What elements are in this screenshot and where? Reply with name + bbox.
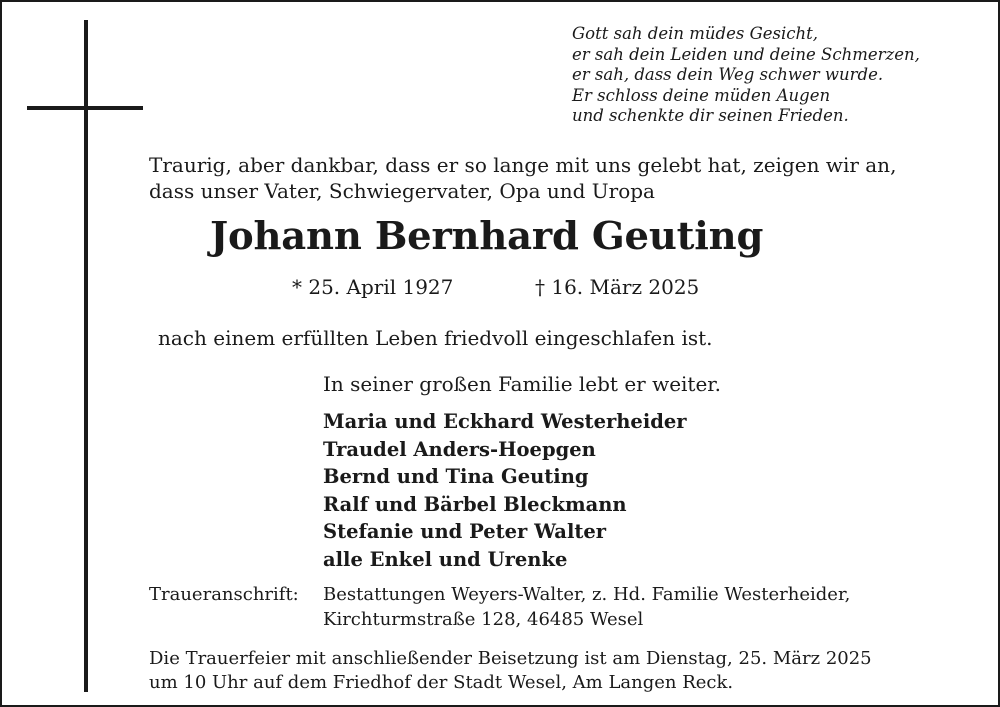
intro-line: dass unser Vater, Schwiegervater, Opa und Uropa [149,179,655,203]
announcement-intro [149,152,994,204]
death-date: † 16. März 2025 [535,275,700,299]
mourner-name: Stefanie und Peter Walter [323,520,607,544]
memorial-poem [572,24,982,127]
poem-line: er sah dein Leiden und deine Schmerzen, [572,44,920,64]
mourning-address [323,582,850,632]
poem-line: Gott sah dein müdes Gesicht, [572,24,819,43]
mourners-list [323,408,687,574]
funeral-ceremony-info [149,647,872,695]
poem-line: Er schloss deine müden Augen [572,85,831,105]
mourner-name: Ralf und Bärbel Bleckmann [323,492,627,516]
passing-statement: nach einem erfüllten Leben friedvoll eingeschlafen ist. [158,326,713,350]
birth-date: * 25. April 1927 [292,275,454,299]
mourner-name: Maria und Eckhard Westerheider [323,410,687,433]
address-line: Bestattungen Weyers-Walter, z. Hd. Familie Westerheider, [323,584,851,605]
deceased-name: Johann Bernhard Geuting [210,214,764,259]
ceremony-line: Die Trauerfeier mit anschließender Beisetzung ist am Dienstag, 25. März 2025 [149,648,872,669]
address-line: Kirchturmstraße 128, 46485 Wesel [323,609,644,630]
cross-icon-vertical-bar [84,20,88,692]
poem-line: und schenkte dir seinen Frieden. [572,106,849,125]
cross-icon-horizontal-bar [27,106,143,110]
intro-line: Traurig, aber dankbar, dass er so lange mit uns gelebt hat, zeigen wir an, [149,153,897,177]
poem-line: er sah, dass dein Weg schwer wurde. [572,65,884,84]
address-label: Traueranschrift: [149,584,299,605]
mourner-name: Traudel Anders-Hoepgen [323,437,596,461]
mourner-name: alle Enkel und Urenke [323,547,568,571]
ceremony-line: um 10 Uhr auf dem Friedhof der Stadt Wesel, Am Langen Reck. [149,672,734,693]
mourner-name: Bernd und Tina Geuting [323,465,589,489]
family-statement: In seiner großen Familie lebt er weiter. [323,372,722,396]
